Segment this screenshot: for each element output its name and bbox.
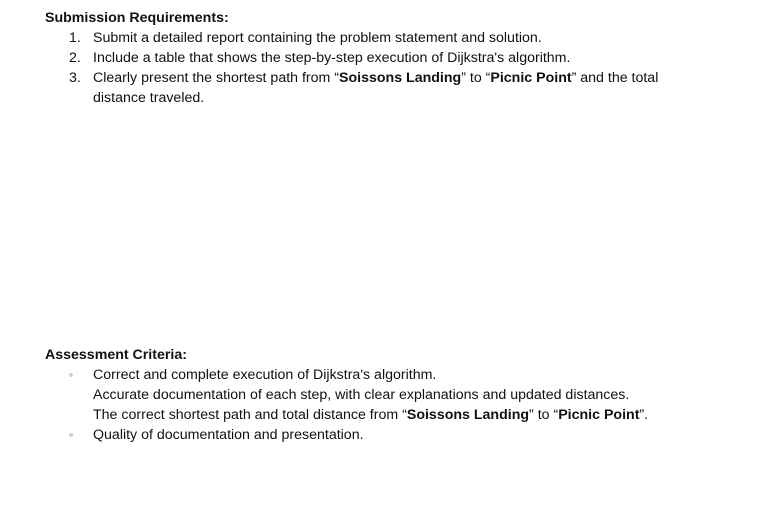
item-text: Include a table that shows the step-by-step execution of Dijkstra's algorithm. <box>93 50 571 66</box>
item-text: Correct and complete execution of Dijkstra's algorithm. <box>93 367 437 383</box>
submission-requirements-section <box>45 8 735 108</box>
bullet-icon <box>69 433 73 437</box>
list-number: 1. <box>69 30 81 46</box>
item-text-mid: ” to “ <box>461 70 491 86</box>
submission-list <box>45 28 735 108</box>
assessment-heading: Assessment Criteria: <box>45 347 187 363</box>
item-text-line2: distance traveled. <box>93 90 205 106</box>
submission-item-1 <box>45 28 735 48</box>
item-text-mid: ” to “ <box>529 407 559 423</box>
list-number: 2. <box>69 50 81 66</box>
start-location: Soissons Landing <box>339 70 462 86</box>
assessment-list <box>45 365 735 445</box>
submission-item-2 <box>45 48 735 68</box>
item-text: Accurate documentation of each step, with clear explanations and updated distances. <box>93 387 630 403</box>
assessment-item-3 <box>45 405 735 425</box>
end-location: Picnic Point <box>490 70 572 86</box>
item-text-post: ” and the total <box>571 70 659 86</box>
end-location: Picnic Point <box>558 407 640 423</box>
item-text-post: ”. <box>639 407 649 423</box>
assessment-item-1 <box>45 365 735 385</box>
bullet-icon <box>69 373 73 377</box>
item-text-pre: The correct shortest path and total distance from “ <box>93 407 407 423</box>
start-location: Soissons Landing <box>406 407 530 423</box>
assessment-criteria-section <box>45 345 735 445</box>
submission-item-3 <box>45 68 735 108</box>
assessment-item-2 <box>45 385 735 405</box>
list-number: 3. <box>69 70 81 86</box>
assessment-item-4 <box>45 425 735 445</box>
item-text: Quality of documentation and presentation. <box>93 427 364 443</box>
item-text-pre: Clearly present the shortest path from “ <box>93 70 340 86</box>
item-text: Submit a detailed report containing the problem statement and solution. <box>93 30 542 46</box>
submission-heading: Submission Requirements: <box>45 10 229 26</box>
